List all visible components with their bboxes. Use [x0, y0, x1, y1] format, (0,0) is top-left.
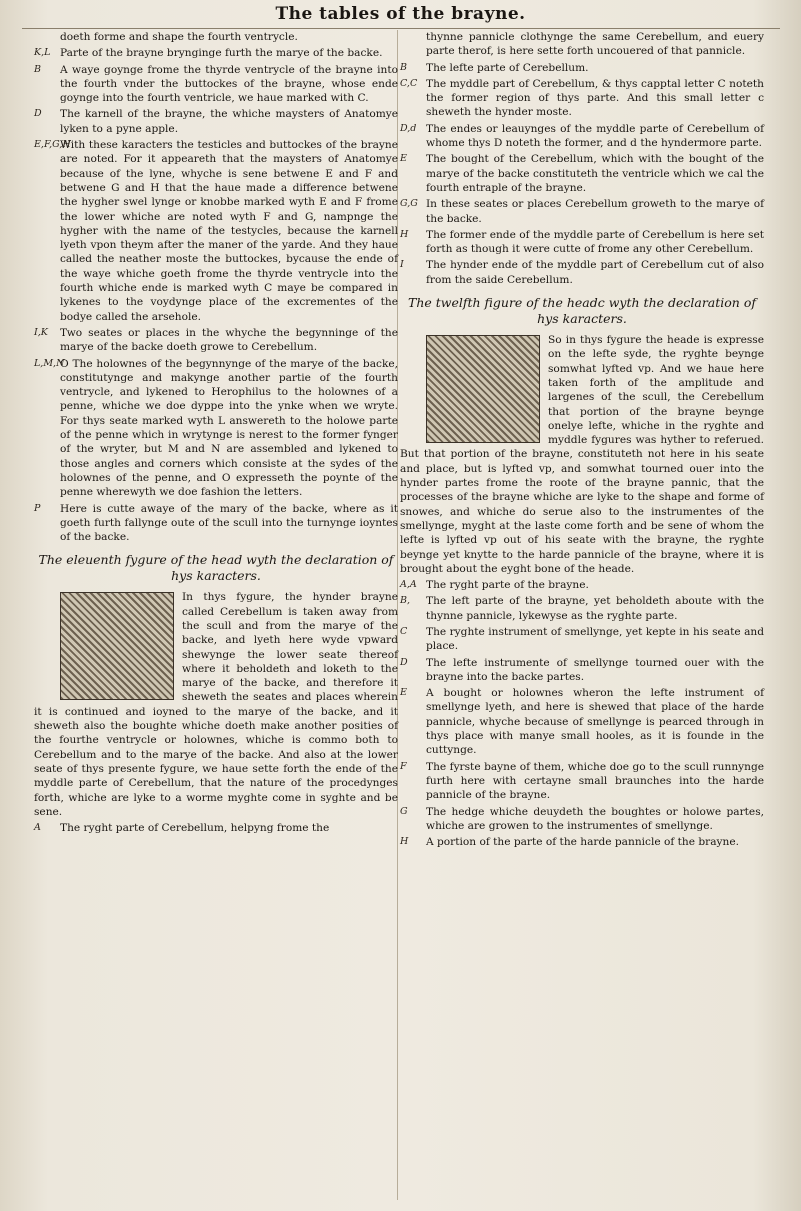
paragraph-text: O The holownes of the begynnynge of the marye of the backe, constitutynge and makynge another partie of the fourth ventrycle, and lykened to Herophilus to the holownes of a penne, whiche we doe dyppe into the ynke when we wryte. For thys seate marked wyth L answereth to the holowe parte of the penne which in wrytynge is nerest to the former fynger of the wryter, but M and N are assembled and lykened to those angles and corners which consiste at the sydes of the holownes of the penne, and O expresseth the poynte of the penne wherewyth we doe fashion the letters.	[60, 357, 398, 499]
paragraph	[400, 805, 764, 834]
margin-key-letter: B	[34, 63, 41, 75]
paragraph	[34, 502, 398, 545]
paragraph-text: thynne pannicle clothynge the same Cerebellum, and euery parte therof, is here sette forth uncouered of that pannicle.	[426, 31, 764, 58]
paragraph-text: The myddle part of Cerebellum, & thys capptal letter C noteth the former region of thys parte. And this small letter c sheweth the hynder moste.	[426, 77, 764, 119]
paragraph	[400, 625, 764, 654]
margin-key-letter: D	[34, 108, 42, 120]
paragraph	[34, 30, 398, 44]
paragraph	[400, 686, 764, 757]
paragraph-text: The hynder ende of the myddle part of Cerebellum cut of also from the saide Cerebellum.	[426, 259, 764, 286]
margin-key-letter: D	[400, 656, 408, 668]
paragraph-text: Two seates or places in the whyche the begynninge of the marye of the backe doeth growe to Cerebellum.	[60, 326, 398, 354]
left-figure-text: In thys fygure, the hynder brayne called Cerebellum is taken away from the scull and from the marye of the backe, and lyeth here wyde vpward shewynge the lower seate thereof where it beholdeth and loketh to the marye of the backe, and therefore it sheweth the seates and places wherein it is continued and ioyned to the marye of the backe, and it sheweth also the boughte whiche doeth make another posities of the fourthe ventrycle or holownes, whiche is commo both to Cerebellum and to the marye of the backe. And also at the lower seate of thys presente fygure, we haue sette forth the ende of the myddle parte of Cerebellum, that the nature of the procedynges forth, whiche are lyke to a worme myghte come in syghte and be sene.	[34, 591, 398, 818]
margin-key-letter: I,K	[34, 326, 48, 338]
paragraph	[34, 821, 398, 835]
paragraph-text: The bought of the Cerebellum, which with the bought of the marye of the backe constituteth the ventricle which we cal the fourth entraple of the brayne.	[426, 153, 764, 194]
paragraph	[400, 578, 764, 592]
margin-key-letter: C	[400, 625, 408, 637]
left-figure-heading: The eleuenth fygure of the head wyth the declaration of hys karacters.	[38, 552, 394, 584]
margin-key-letter: B	[400, 61, 407, 73]
paragraph	[400, 228, 764, 257]
paragraph	[400, 197, 764, 226]
paragraph-text: The ryght parte of Cerebellum, helpyng frome the	[60, 822, 330, 835]
paragraph-text: With these karacters the testicles and buttockes of the brayne are noted. For it appeareth that the maysters of Anatomye because of the lyne, whyche is sene betwene E and F and betwene G and H that the haue made a difference betwene the hygher swel lynge or knobbe marked wyth E and F frome the lower whiche are noted wyth F and G, nampnge the hygher with the name of the testycles, because the karnell lyeth vpon theym after the maner of the yarde. And they haue called the neather moste the buttockes, bycause the ende of the waye whiche goeth frome the thyrde ventrycle into the fourth whiche ende is marked wyth C maye be compared in lykenes to the voydynge place of the excrementes of the bodye called the arsehole.	[60, 139, 398, 323]
paragraph-text: The ryghte instrument of smellynge, yet kepte in his seate and place.	[426, 625, 764, 653]
woodcut-figure-twelve	[426, 335, 540, 443]
paragraph-text: Parte of the brayne brynginge furth the marye of the backe.	[60, 47, 383, 60]
head-rule	[22, 28, 780, 29]
paragraph-text: The fyrste bayne of them, whiche doe go to the scull runnynge furth here with certayne small braunches into the harde pannicle of the brayne.	[426, 760, 764, 802]
margin-key-letter: H	[400, 836, 409, 848]
left-figure-block	[34, 590, 398, 819]
paragraph	[34, 138, 398, 324]
left-tail-paragraphs	[34, 821, 398, 835]
paragraph-text: The karnell of the brayne, the whiche maysters of Anatomye lyken to a pyne apple.	[60, 108, 398, 135]
margin-key-letter: C,C	[400, 77, 418, 89]
paragraph	[400, 30, 764, 59]
margin-key-letter: H	[400, 228, 409, 240]
margin-key-letter: B,	[400, 595, 411, 607]
margin-key-letter: E	[400, 153, 407, 165]
margin-key-letter: K,L	[34, 47, 51, 59]
margin-key-letter: F	[400, 760, 407, 772]
right-paragraphs	[400, 30, 764, 287]
margin-key-letter: A,A	[400, 579, 417, 591]
margin-key-letter: G	[400, 805, 408, 817]
paragraph	[34, 63, 398, 106]
right-tail-paragraphs	[400, 578, 764, 849]
paragraph-text: The former ende of the myddle parte of Cerebellum is here set forth as though it were cutte of frome any other Cerebellum.	[426, 228, 764, 256]
paragraph	[400, 760, 764, 803]
paragraph-text: The ryght parte of the brayne.	[426, 579, 589, 592]
paragraph	[400, 152, 764, 195]
paragraph-text: The left parte of the brayne, yet beholdeth aboute with the thynne pannicle, lykewyse as the ryghte parte.	[426, 595, 764, 622]
margin-key-letter: G,G	[400, 198, 418, 210]
paragraph-text: A portion of the parte of the harde pannicle of the brayne.	[426, 836, 739, 849]
paragraph-text: A waye goynge frome the thyrde ventrycle of the brayne into the fourth vnder the buttockes of the brayne, whose ende goynge into the fourth ventricle, we haue marked with C.	[60, 63, 398, 105]
paragraph	[34, 357, 398, 500]
paragraph-text: The lefte parte of Cerebellum.	[426, 61, 589, 74]
paragraph-text: Here is cutte awaye of the mary of the backe, where as it goeth furth fallynge oute of the scull into the turnynge ioyntes of the backe.	[60, 502, 398, 544]
paragraph	[400, 61, 764, 75]
paragraph-text: The hedge whiche deuydeth the boughtes or holowe partes, whiche are growen to the instrumentes of smellynge.	[426, 805, 764, 832]
margin-key-letter: P	[34, 502, 41, 514]
paragraph-text: A bought or holownes wheron the lefte instrument of smellynge lyeth, and here is shewed that place of the harde pannicle, whyche because of smellynge is pearced through in thys place with manye small hooles, as it is founde in the cuttynge.	[426, 687, 764, 757]
margin-key-letter: D,d	[400, 122, 417, 134]
paragraph	[34, 107, 398, 136]
woodcut-figure-eleven	[60, 592, 174, 700]
paragraph	[34, 46, 398, 60]
paragraph-text: In these seates or places Cerebellum groweth to the marye of the backe.	[426, 198, 764, 225]
right-column	[400, 30, 764, 851]
right-figure-text: So in thys fygure the heade is expresse on the lefte syde, the ryghte beynge somwhat lyfted vp. And we haue here taken forth of the amplitude and largenes of the scull, the Cerebellum that portion of the brayne beynge onelye lefte, whiche in the ryghte and myddle fygures was hyther to referued. But that portion of the brayne, constituteth not here in his seate and place, but is lyfted vp, and somwhat tourned ouer into the hynder partes frome the roote of the brayne pannic, that the processes of the brayne whiche are lyke to the shape and forme of snowes, and whiche do serue also to the instrumentes of the smellynge, myght at the laste come forth and be sene of whom the lefte is lyfted vp out of his seate with the brayne, the ryghte beynge yet knytte to the harde pannicle of the brayne, where it is brought about the eyght bone of the heade.	[400, 334, 764, 575]
paragraph	[400, 77, 764, 120]
paragraph	[400, 835, 764, 849]
margin-key-letter: I	[400, 259, 404, 271]
paragraph-text: The endes or leauynges of the myddle parte of Cerebellum of whome thys D noteth the former, and d the hyndermore parte.	[426, 122, 764, 150]
margin-key-letter: E	[400, 687, 407, 699]
paragraph-text: doeth forme and shape the fourth ventrycle.	[60, 31, 298, 43]
paragraph	[400, 594, 764, 623]
margin-key-letter: A	[34, 822, 41, 834]
margin-key-letter: E,F,G,H	[34, 139, 71, 151]
margin-key-letter: L,M,N	[34, 357, 65, 369]
running-head: The tables of the brayne.	[275, 4, 526, 24]
right-figure-heading: The twelfth figure of the headc wyth the declaration of hys karacters.	[408, 295, 756, 327]
left-paragraphs	[34, 30, 398, 544]
paragraph	[34, 326, 398, 355]
right-figure-block	[400, 333, 764, 576]
paragraph	[400, 656, 764, 685]
paragraph	[400, 122, 764, 151]
left-column	[34, 30, 398, 837]
paragraph	[400, 258, 764, 287]
paragraph-text: The lefte instrumente of smellynge tourned ouer with the brayne into the backe partes.	[426, 656, 764, 683]
